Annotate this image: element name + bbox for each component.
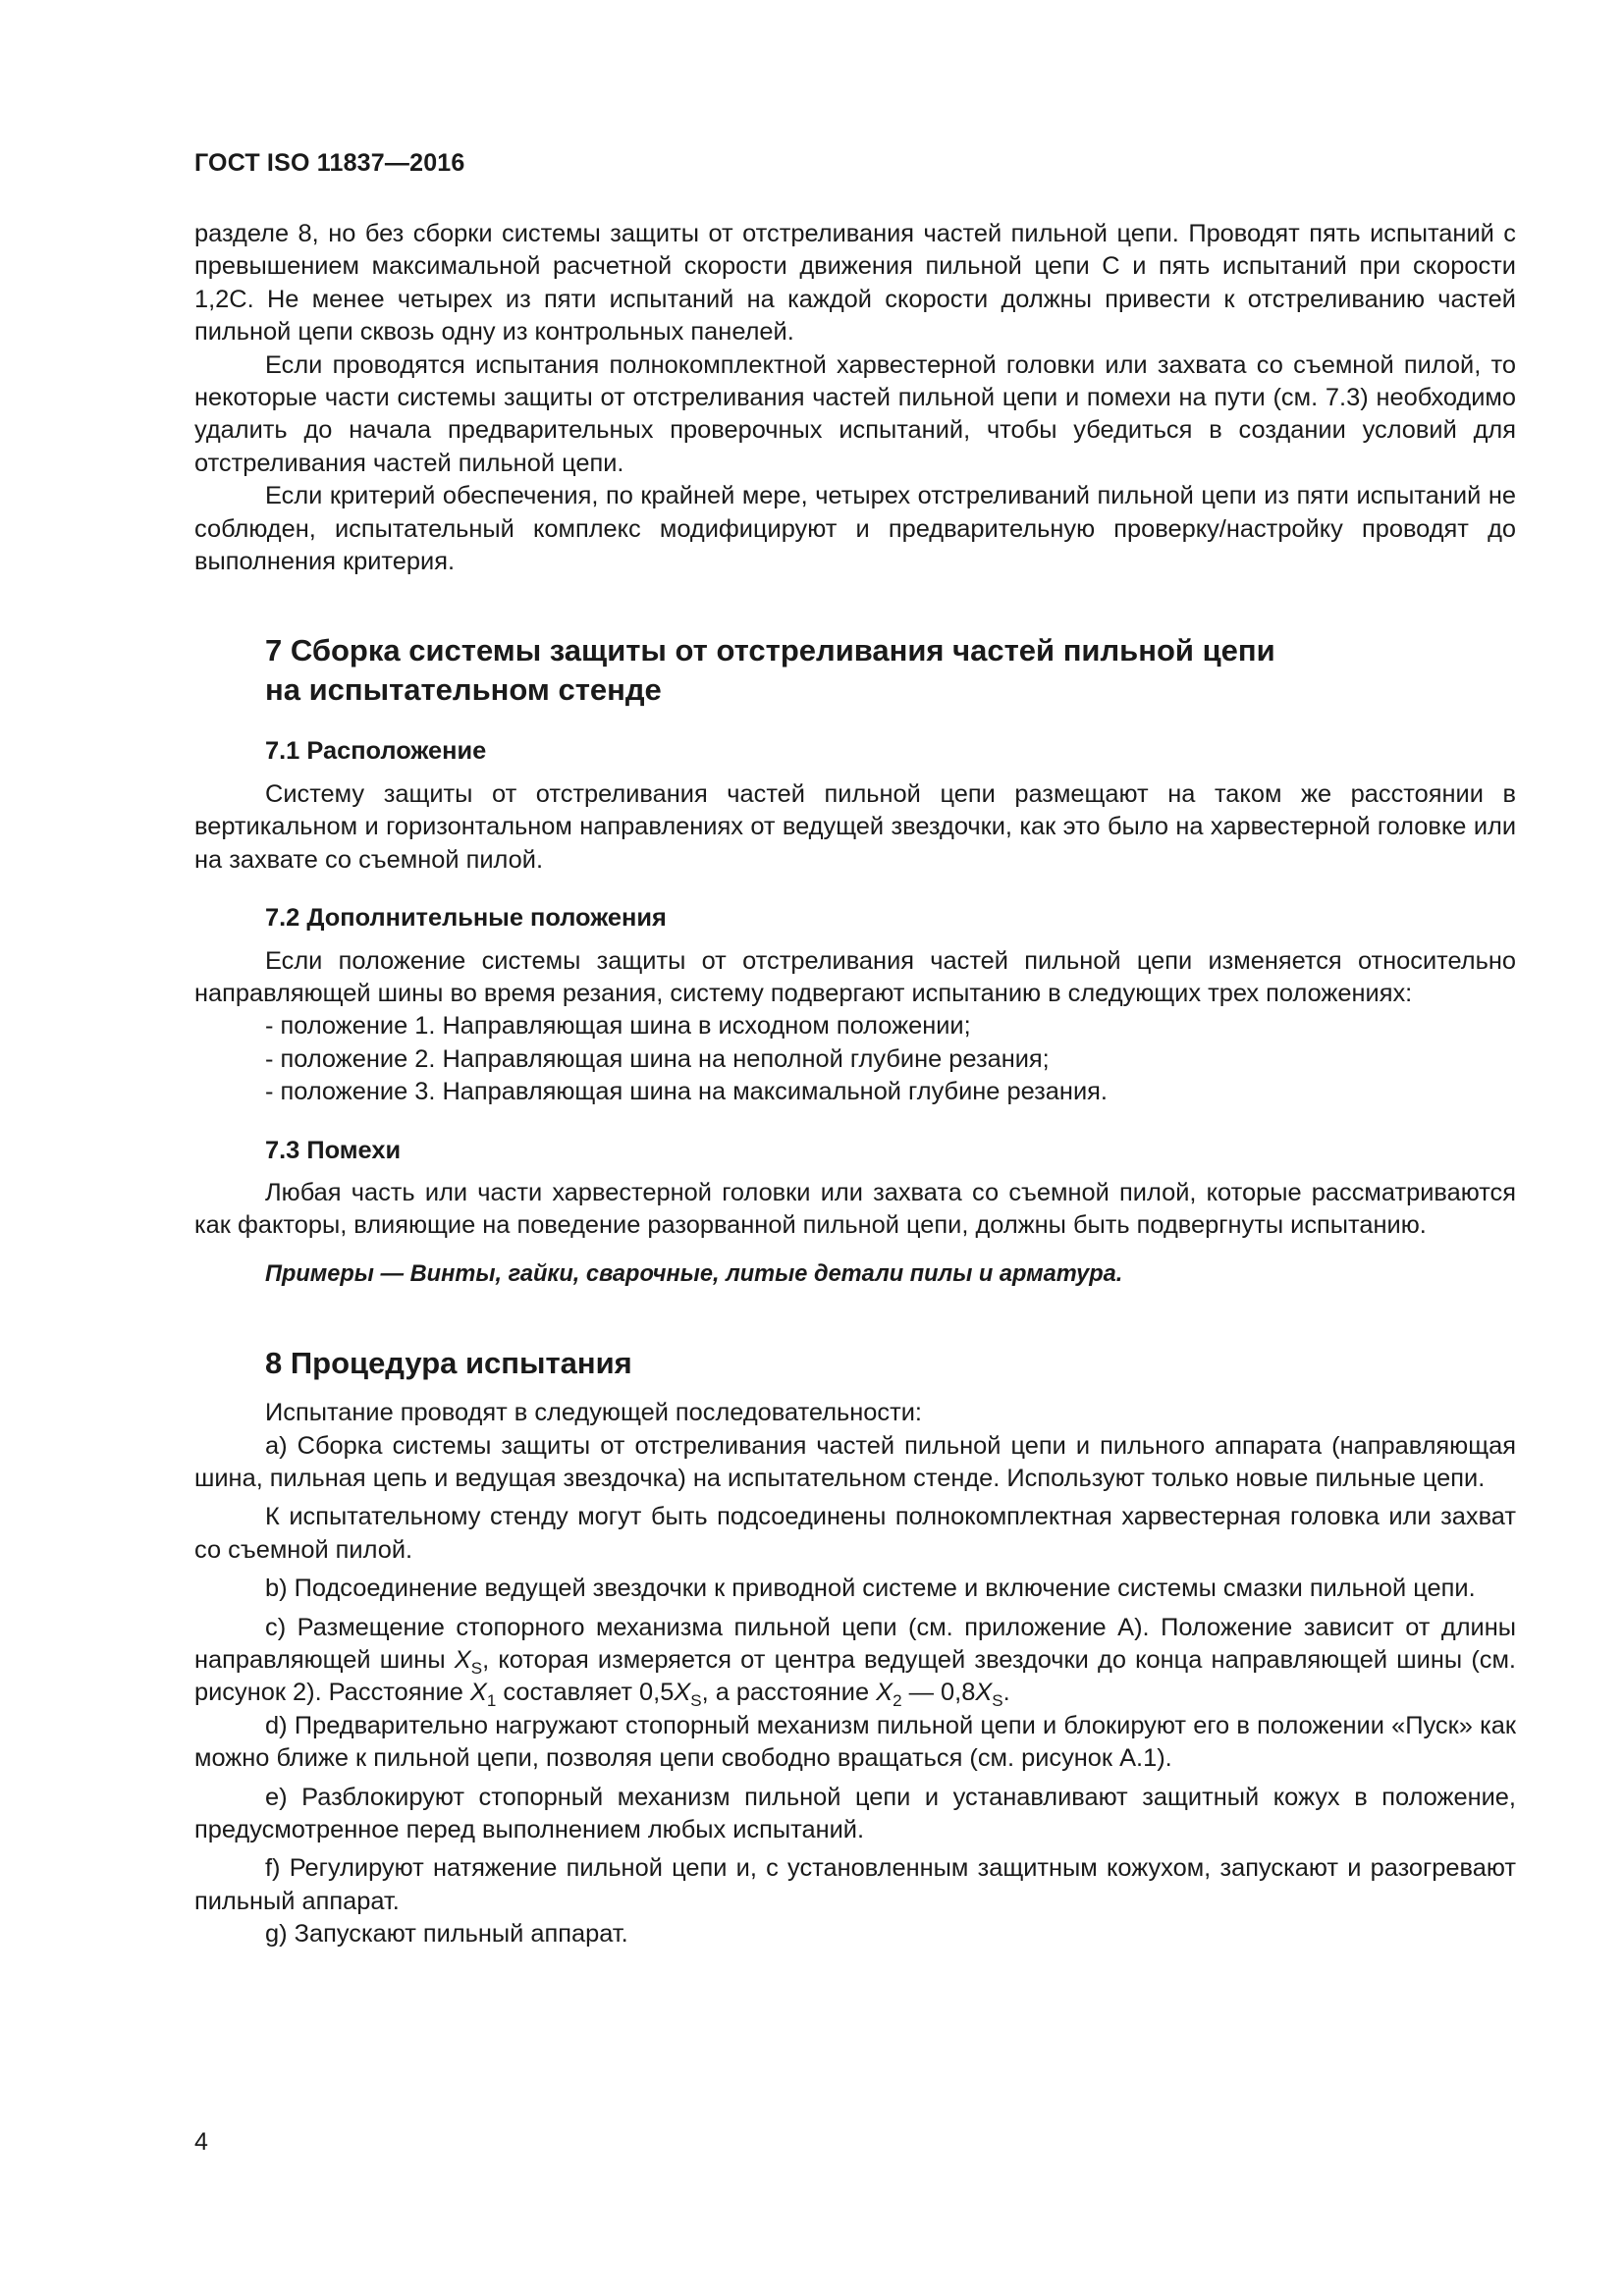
subscript-1: 1 xyxy=(486,1691,497,1711)
step-a-note: К испытательному стенду могут быть подсоединены полнокомплектная харвестерная головка или захват со съемной пилой. xyxy=(194,1503,1516,1564)
document-header: ГОСТ ISO 11837—2016 xyxy=(194,149,465,177)
list-item: - положение 2. Направляющая шина на неполной глубине резания; xyxy=(265,1044,1050,1073)
step-c-text-5: — 0,8 xyxy=(901,1679,976,1707)
page-number: 4 xyxy=(194,2128,208,2156)
step-c-text-4: , а расстояние xyxy=(701,1679,877,1707)
section-7-2-title: 7.2 Дополнительные положения xyxy=(265,904,667,933)
section-7-title xyxy=(194,631,1516,710)
section-7-2-text: Если положение системы защиты от отстреливания частей пильной цепи изменяется относительно направляющей шины во время резания, систему подвергают испытанию в следующих трех положениях: xyxy=(194,946,1516,1007)
subscript-s: S xyxy=(690,1691,702,1711)
intro-paragraph-2: Если проводятся испытания полнокомплектной харвестерной головки или захвата со съемной пилой, то некоторые части системы защиты от отстреливания частей пильной цепи и помехи на пути (см. 7.3) необходимо удалить до начала предварительных проверочных испытаний, чтобы убедиться в создании условий для отстреливания частей пильной цепи. xyxy=(194,350,1516,477)
intro-paragraph-3: Если критерий обеспечения, по крайней мере, четырех отстреливаний пильной цепи из пяти испытаний не соблюден, испытательный комплекс модифицируют и предварительную проверку/настройку проводят до выполнения критерия. xyxy=(194,482,1516,576)
step-e: e) Разблокируют стопорный механизм пильной цепи и устанавливают защитный кожух в положение, предусмотренное перед выполнением любых испытаний. xyxy=(194,1783,1516,1844)
variable-x: X xyxy=(876,1679,893,1707)
section-7-title-line-1: 7 Сборка системы защиты от отстреливания частей пильной цепи xyxy=(265,633,1275,668)
step-a: a) Сборка системы защиты от отстреливания частей пильной цепи и пильного аппарата (направляющая шина, пильная цепь и ведущая звездочка) на испытательном стенде. Используют только новые пильные цепи. xyxy=(194,1431,1516,1492)
section-7-3-title: 7.3 Помехи xyxy=(265,1136,402,1164)
step-f: f) Регулируют натяжение пильной цепи и, с установленным защитным кожухом, запускают и разогревают пильный аппарат. xyxy=(194,1854,1516,1915)
list-item: - положение 1. Направляющая шина в исходном положении; xyxy=(265,1012,971,1041)
step-c-text-2: , которая измеряется от центра ведущей звездочки до конца направляющей шины (см. рисунок 2). Расстояние xyxy=(194,1646,1516,1707)
section-7-1-text: Систему защиты от отстреливания частей пильной цепи размещают на таком же расстоянии в вертикальном и горизонтальном направлениях от ведущей звездочки, как это было на харвестерной головке или на захвате со съемной пилой. xyxy=(194,779,1516,874)
intro-paragraph-1: разделе 8, но без сборки системы защиты от отстреливания частей пильной цепи. Проводят пять испытаний с превышением максимальной расчетной скорости движения пильной цепи C и пять испытаний при скорости 1,2C. Не менее четырех из пяти испытаний на каждой скорости должны привести к отстреливанию частей пильной цепи сквозь одну из контрольных панелей. xyxy=(194,220,1516,347)
section-7-3-text: Любая часть или части харвестерной головки или захвата со съемной пилой, которые рассматриваются как факторы, влияющие на поведение разорванной пильной цепи, должны быть подвергнуты испытанию. xyxy=(194,1178,1516,1240)
variable-x: X xyxy=(454,1646,471,1674)
step-c-text-1: c) Размещение стопорного механизма пильной цепи (см. приложение А). Положение зависит от длины направляющей шины xyxy=(194,1613,1516,1674)
variable-x: X xyxy=(674,1679,691,1707)
step-c-text-3: составляет 0,5 xyxy=(496,1679,675,1707)
step-g: g) Запускают пильный аппарат. xyxy=(265,1920,628,1949)
section-7-title-line-2: на испытательном стенде xyxy=(265,672,662,708)
document-body xyxy=(194,218,1516,1951)
step-b: b) Подсоединение ведущей звездочки к приводной системе и включение системы смазки пильной цепи. xyxy=(265,1575,1476,1603)
subscript-s: S xyxy=(992,1691,1003,1711)
subscript-s: S xyxy=(470,1659,483,1678)
subscript-2: 2 xyxy=(893,1691,902,1711)
section-7-3-example: Примеры — Винты, гайки, сварочные, литые детали пилы и арматура. xyxy=(265,1260,1123,1287)
section-8-intro: Испытание проводят в следующей последовательности: xyxy=(265,1399,922,1427)
step-c xyxy=(194,1612,1516,1710)
section-7-1-title: 7.1 Расположение xyxy=(265,737,487,766)
section-8-title: 8 Процедура испытания xyxy=(265,1346,632,1381)
list-item: - положение 3. Направляющая шина на максимальной глубине резания. xyxy=(265,1078,1108,1106)
variable-x: X xyxy=(975,1679,993,1707)
step-c-end: . xyxy=(1002,1679,1010,1707)
variable-x: X xyxy=(469,1679,487,1707)
step-d: d) Предварительно нагружают стопорный механизм пильной цепи и блокируют его в положении «Пуск» как можно ближе к пильной цепи, позволяя цепи свободно вращаться (см. рисунок А.1). xyxy=(194,1711,1516,1773)
